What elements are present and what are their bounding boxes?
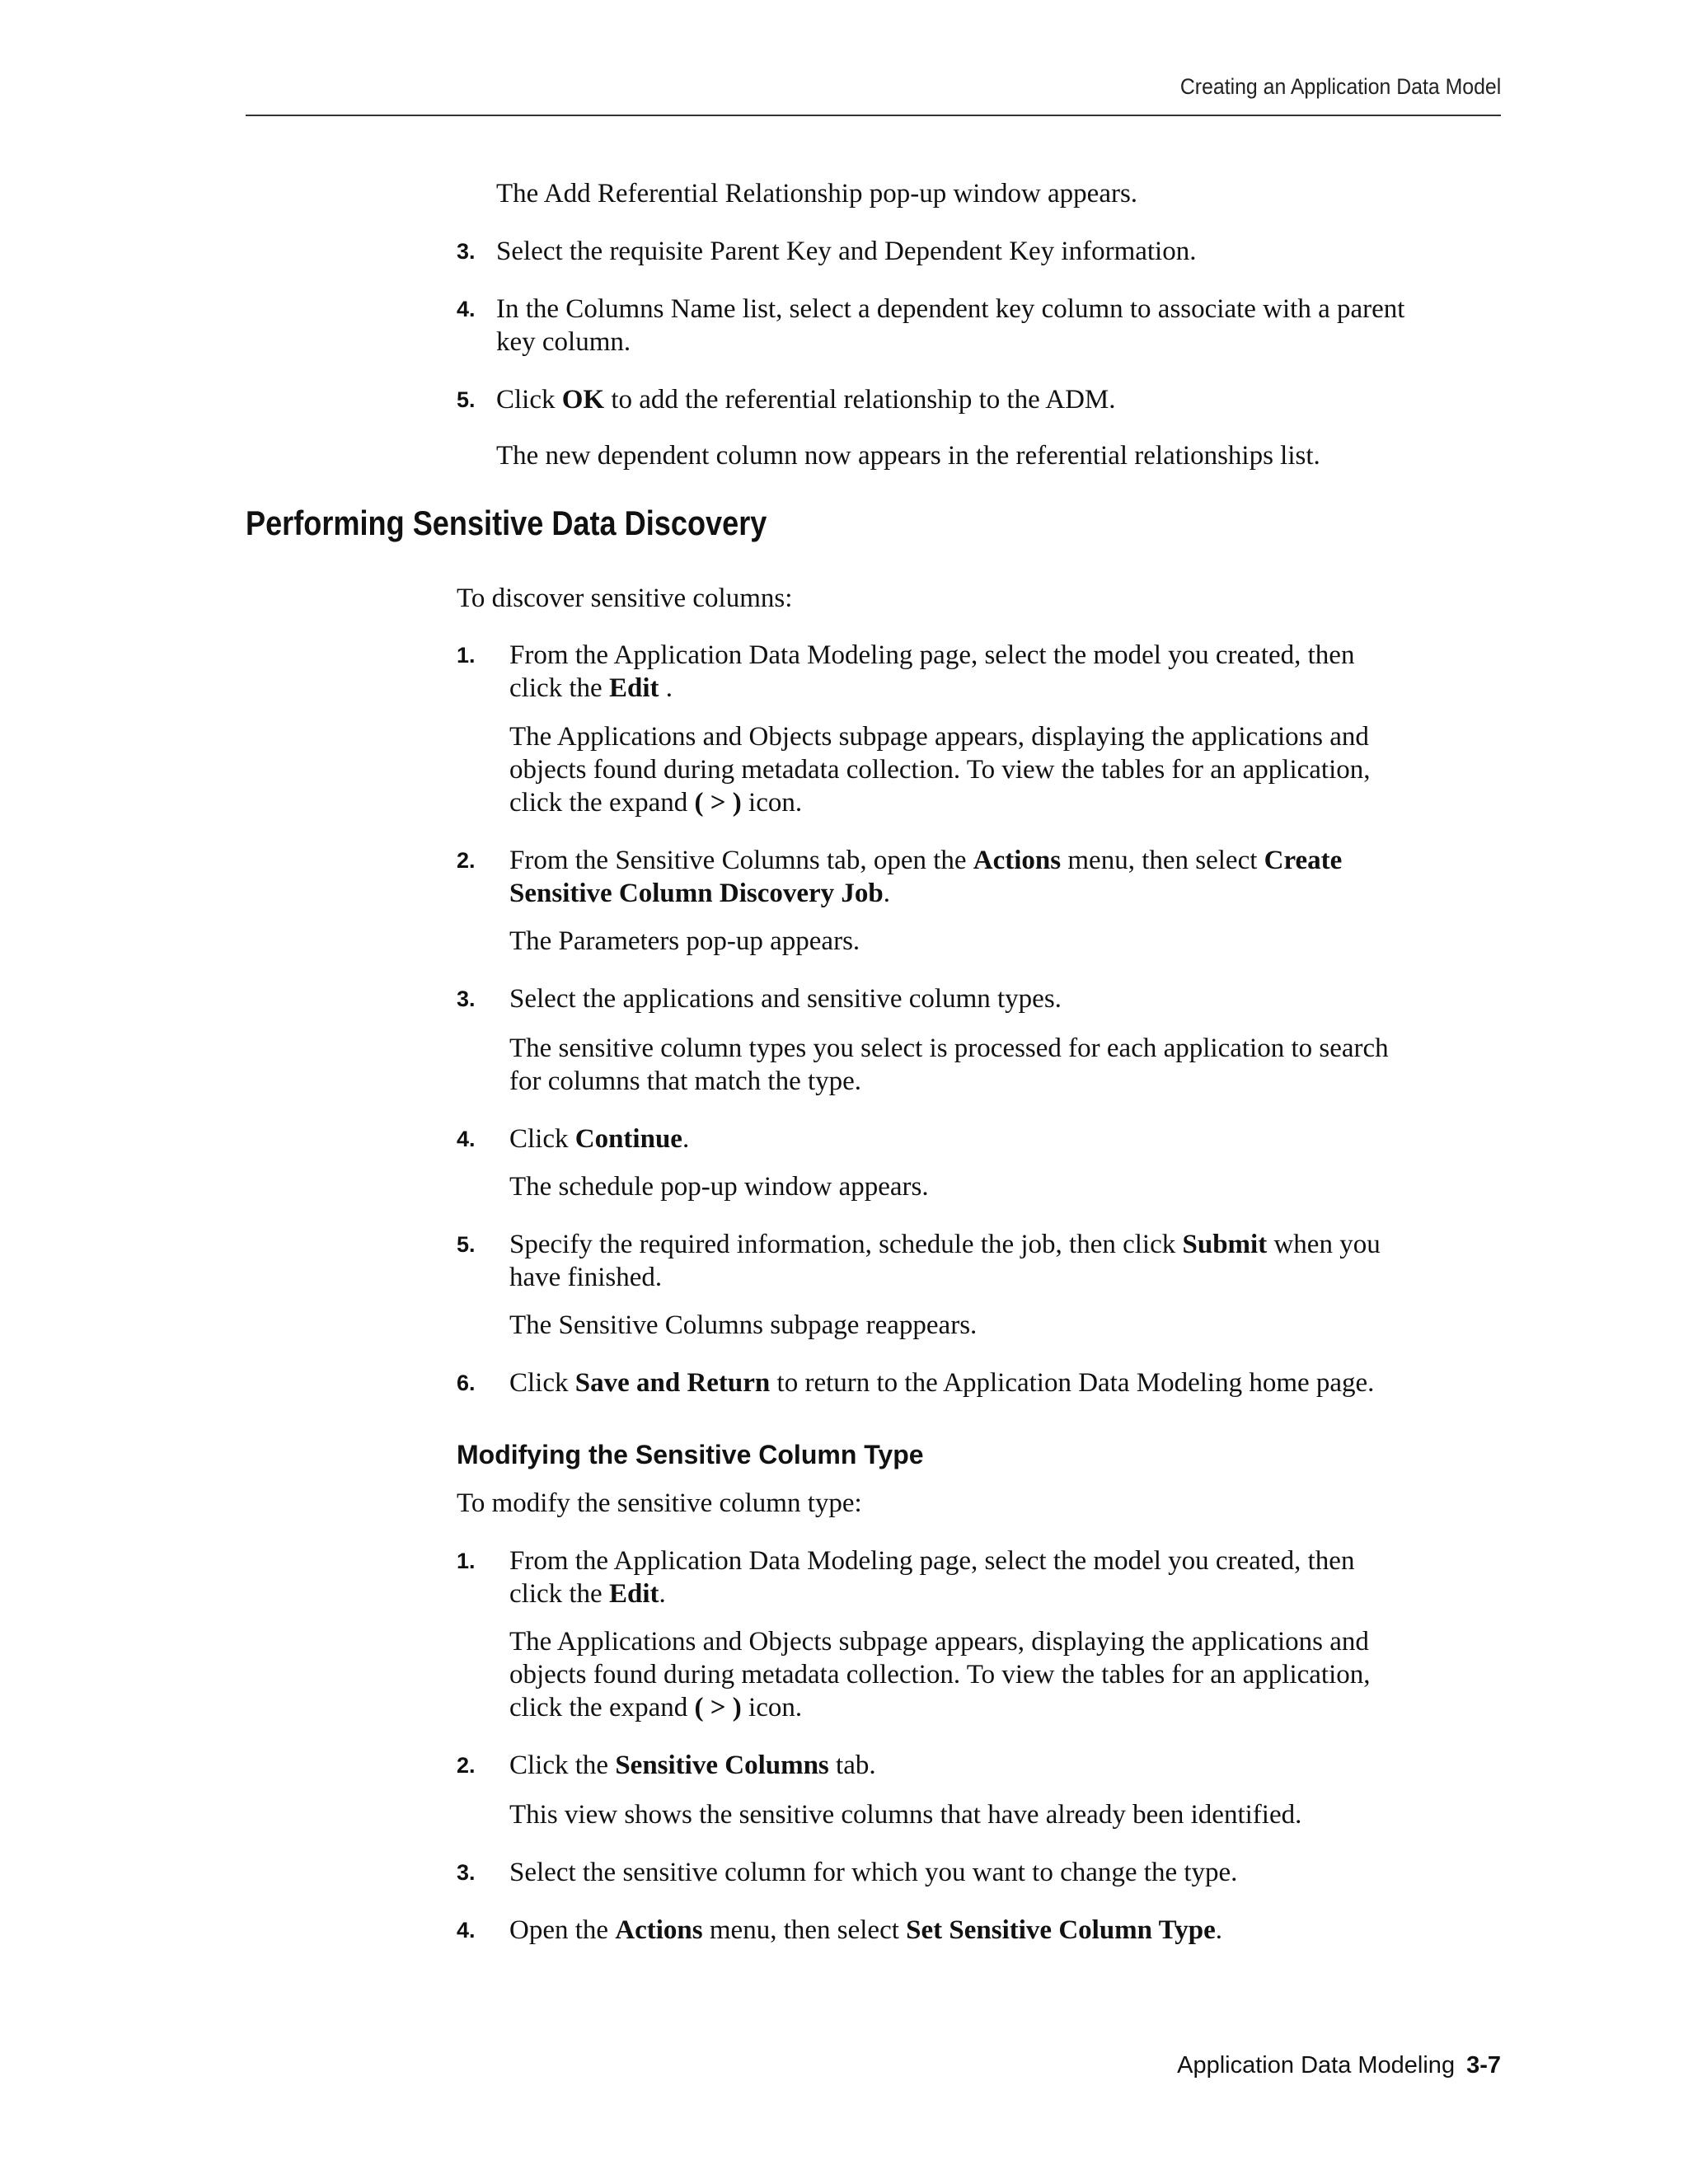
- step-text-cont: have finished.: [509, 1263, 663, 1292]
- step-text: From the Application Data Modeling page, select the model you created, then: [509, 1546, 1355, 1576]
- step-note: This view shows the sensitive columns that have already been identified.: [509, 1800, 1302, 1830]
- step-text: Click Save and Return to return to the Application Data Modeling home page.: [509, 1368, 1375, 1398]
- step-number: 1.: [457, 1549, 476, 1573]
- footer-label: Application Data Modeling: [1177, 2052, 1456, 2079]
- running-header: Creating an Application Data Model: [1179, 74, 1501, 99]
- step-number: 4.: [457, 297, 476, 321]
- page-footer: [1177, 2052, 1501, 2079]
- page-number: 3-7: [1466, 2052, 1501, 2079]
- step-text: Click OK to add the referential relationship to the ADM.: [496, 385, 1116, 415]
- step-number: 4.: [457, 1918, 476, 1943]
- step-number: 5.: [457, 387, 476, 412]
- step-number: 4.: [457, 1127, 476, 1151]
- step-note: click the expand ( > ) icon.: [509, 1693, 803, 1722]
- step-note: The sensitive column types you select is processed for each application to search: [509, 1033, 1389, 1063]
- step-text: Select the applications and sensitive column types.: [509, 984, 1062, 1014]
- step-note: The Applications and Objects subpage appears, displaying the applications and: [509, 1627, 1369, 1657]
- step-number: 2.: [457, 848, 476, 873]
- step-text-cont: click the Edit .: [509, 673, 673, 703]
- step-text: Specify the required information, schedule the job, then click Submit when you: [509, 1230, 1381, 1259]
- step-text: In the Columns Name list, select a dependent key column to associate with a parent: [496, 294, 1405, 324]
- step-text: Select the requisite Parent Key and Dependent Key information.: [496, 237, 1197, 266]
- step-text: Open the Actions menu, then select Set Sensitive Column Type.: [509, 1915, 1222, 1945]
- step-text-cont: Sensitive Column Discovery Job.: [509, 879, 890, 908]
- header-rule: [246, 115, 1501, 116]
- step-note: for columns that match the type.: [509, 1066, 862, 1096]
- section-heading: Performing Sensitive Data Discovery: [246, 504, 767, 542]
- step-number: 3.: [457, 239, 476, 264]
- step-note: objects found during metadata collection. To view the tables for an application,: [509, 1660, 1371, 1690]
- subsection-heading: Modifying the Sensitive Column Type: [457, 1440, 924, 1469]
- step-number: 2.: [457, 1753, 476, 1778]
- step-text-cont: key column.: [496, 327, 631, 357]
- step-number: 5.: [457, 1232, 476, 1257]
- step-number: 1.: [457, 643, 476, 668]
- step-number: 6.: [457, 1371, 476, 1395]
- step-text: Click the Sensitive Columns tab.: [509, 1750, 876, 1780]
- popup-appears-text: The Add Referential Relationship pop-up window appears.: [496, 179, 1138, 209]
- result-text: The new dependent column now appears in the referential relationships list.: [496, 441, 1320, 471]
- subsection-lead: To modify the sensitive column type:: [457, 1488, 862, 1518]
- step-text: Select the sensitive column for which you want to change the type.: [509, 1858, 1238, 1887]
- step-text: From the Sensitive Columns tab, open the Actions menu, then select Create: [509, 846, 1343, 875]
- step-note: The Parameters pop-up appears.: [509, 926, 860, 956]
- step-note: The Sensitive Columns subpage reappears.: [509, 1310, 978, 1340]
- step-text-cont: click the Edit.: [509, 1579, 666, 1609]
- step-note: click the expand ( > ) icon.: [509, 788, 803, 818]
- step-note: The schedule pop-up window appears.: [509, 1172, 929, 1202]
- step-text: From the Application Data Modeling page, select the model you created, then: [509, 640, 1355, 670]
- step-number: 3.: [457, 987, 476, 1011]
- step-note: objects found during metadata collection. To view the tables for an application,: [509, 755, 1371, 785]
- step-text: Click Continue.: [509, 1124, 690, 1154]
- section-lead: To discover sensitive columns:: [457, 583, 793, 613]
- step-number: 3.: [457, 1860, 476, 1885]
- step-note: The Applications and Objects subpage appears, displaying the applications and: [509, 722, 1369, 752]
